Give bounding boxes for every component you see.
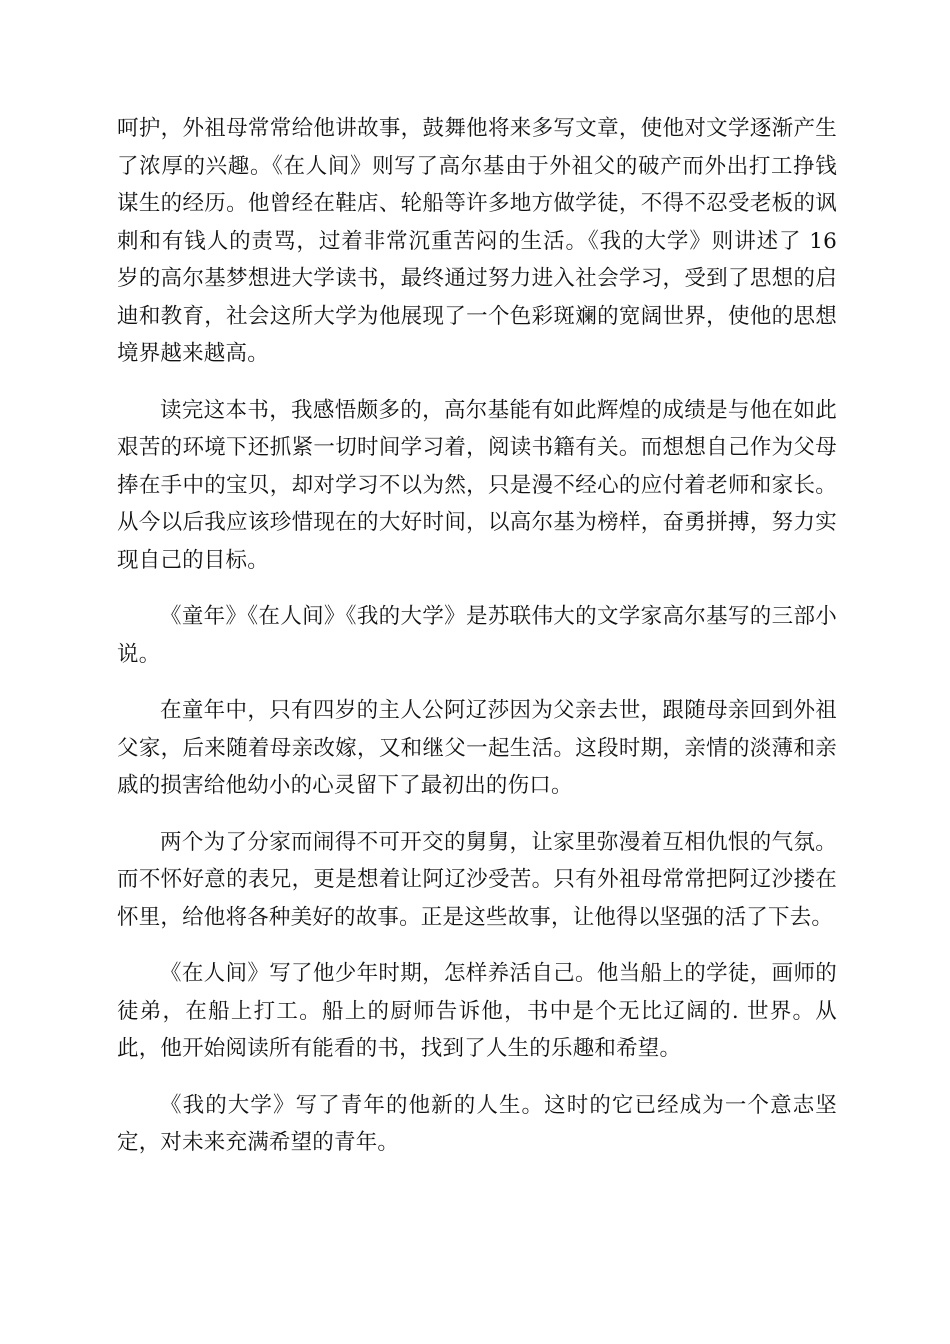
paragraph-1: 呵护，外祖母常常给他讲故事，鼓舞他将来多写文章，使他对文学逐渐产生了浓厚的兴趣。《在人间》则写了高尔基由于外祖父的破产而外出打工挣钱谋生的经历。他曾经在鞋店、轮船等许多地方做学徒，不得不忍受老板的讽刺和有钱人的责骂，过着非常沉重苦闷的生活。《我的大学》则讲述了 16 岁的高尔基梦想进大学读书，最终通过努力进入社会学习，受到了思想的启迪和教育，社会这所大学为他展现了一个色彩斑斓的宽阔世界，使他的思想境界越来越高。 [117, 116, 837, 366]
paragraph-3: 《童年》《在人间》《我的大学》是苏联伟大的文学家高尔基写的三部小说。 [117, 604, 837, 667]
paragraph-6: 《在人间》写了他少年时期，怎样养活自己。他当船上的学徒，画师的徒弟，在船上打工。船上的厨师告诉他，书中是个无比辽阔的. 世界。从此，他开始阅读所有能看的书，找到了人生的乐趣和希望。 [117, 961, 837, 1061]
paragraph-7: 《我的大学》写了青年的他新的人生。这时的它已经成为一个意志坚定，对未来充满希望的青年。 [117, 1092, 837, 1155]
paragraph-2: 读完这本书，我感悟颇多的，高尔基能有如此辉煌的成绩是与他在如此艰苦的环境下还抓紧一切时间学习着，阅读书籍有关。而想想自己作为父母捧在手中的宝贝，却对学习不以为然，只是漫不经心的应付着老师和家长。从今以后我应该珍惜现在的大好时间，以高尔基为榜样，奋勇拼搏，努力实现自己的目标。 [117, 397, 837, 573]
paragraph-4: 在童年中，只有四岁的主人公阿辽莎因为父亲去世，跟随母亲回到外祖父家，后来随着母亲改嫁，又和继父一起生活。这段时期，亲情的淡薄和亲戚的损害给他幼小的心灵留下了最初出的伤口。 [117, 698, 837, 798]
document-page [117, 110, 837, 1181]
paragraph-5: 两个为了分家而闹得不可开交的舅舅，让家里弥漫着互相仇恨的气氛。而不怀好意的表兄，更是想着让阿辽沙受苦。只有外祖母常常把阿辽沙搂在怀里，给他将各种美好的故事。正是这些故事，让他得以坚强的活了下去。 [117, 829, 837, 930]
